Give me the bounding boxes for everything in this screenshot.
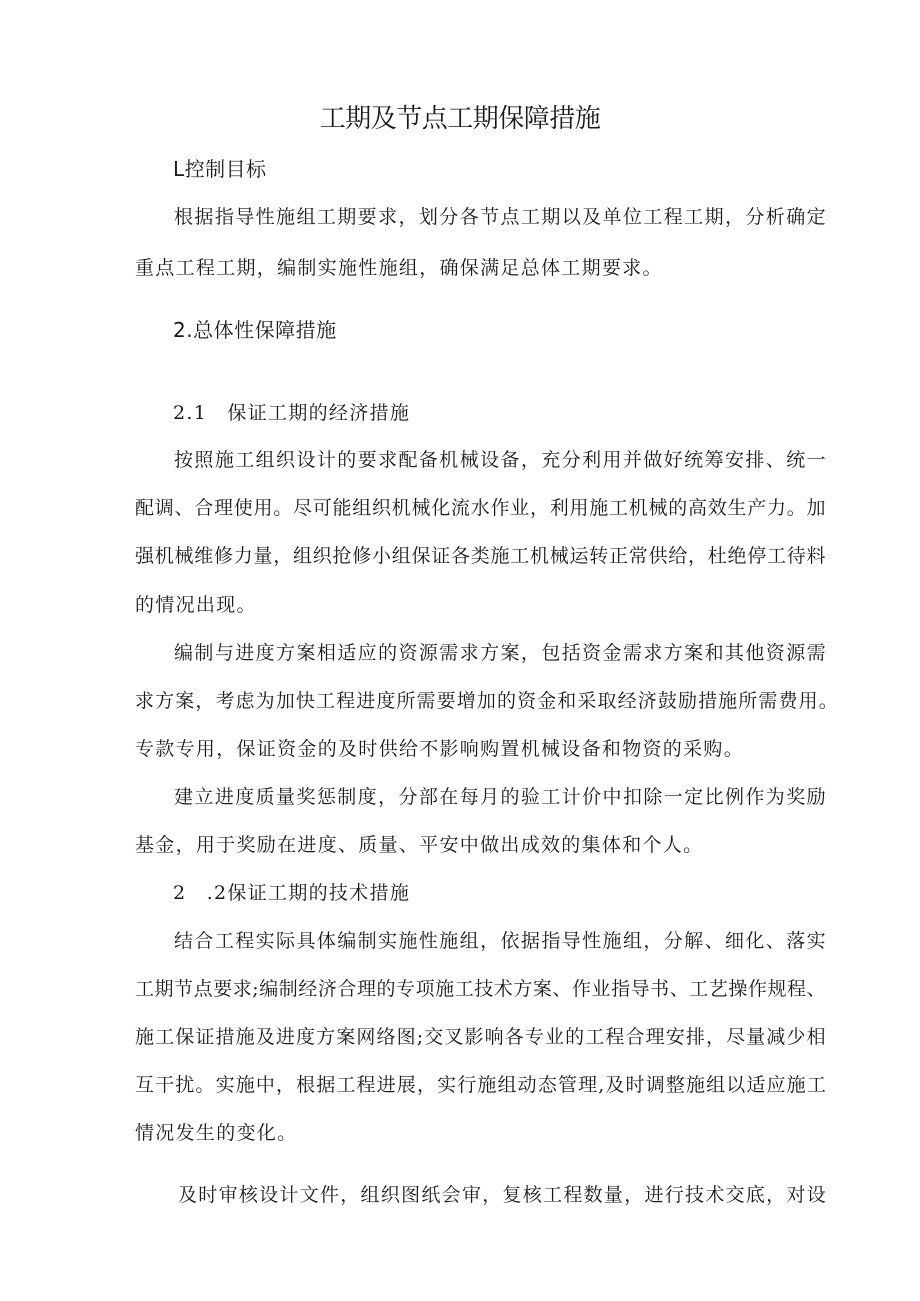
section-2-heading: 2.总体性保障措施 (173, 318, 337, 342)
paragraph-line: 建 立 进 度 质 量 奖 惩 制 度 ， 分 部 在 每 月 的 验 工 计 价 中 扣 除 一 定 比 例 作 为 奖 励 (174, 786, 826, 808)
paragraph-line: 根 据 指 导 性 施 组 工 期 要 求 ， 划 分 各 节 点 工 期 以 及 单 位 工 程 工 期 ， 分 析 确 定 (174, 206, 826, 228)
paragraph-line: 专款专用，保证资金的及时供给不影响购置机械设备和物资的采购。 (135, 738, 745, 760)
paragraph-line: 及 时 审 核 设 计 文 件 ， 组 织 图 纸 会 审 ， 复 核 工 程 数 量 ， 进 行 技 术 交 底 ， 对 设 (178, 1184, 826, 1206)
paragraph-line: 配 调 、 合 理 使 用 。 尽 可 能 组 织 机 械 化 流 水 作 业 ， 利 用 施 工 机 械 的 高 效 生 产 力 。 加 (135, 497, 826, 519)
paragraph-line: 情况发生的变化。 (135, 1122, 298, 1144)
section-2-2-heading: 2 .2保证工期的技术措施 (173, 882, 411, 904)
paragraph-line: 强 机 械 维 修 力 量 ， 组 织 抢 修 小 组 保 证 各 类 施 工 机 械 运 转 正 常 供 给 ， 杜 绝 停 工 待 料 (135, 545, 826, 567)
paragraph-line: 基金，用于奖励在进度、质量、平安中做出成效的集体和个人。 (135, 834, 704, 856)
section-2-1-heading: 2.1 保证工期的经济措施 (173, 402, 411, 424)
paragraph-line: 的情况出现。 (135, 594, 257, 616)
paragraph-line: 求 方 案 ， 考 虑 为 加 快 工 程 进 度 所 需 要 增 加 的 资 金 和 采 取 经 济 鼓 励 措 施 所 需 费 用 。 (135, 690, 838, 712)
paragraph-line: 互 干 扰 。 实 施 中 ， 根 据 工 程 进 展 ， 实 行 施 组 动 态 管 理 , 及 时 调 整 施 组 以 适 应 施 工 (135, 1074, 826, 1096)
paragraph-line: 重点工程工期，编制实施性施组，确保满足总体工期要求。 (135, 257, 663, 279)
paragraph-line: 工 期 节 点 要 求 ; 编 制 经 济 合 理 的 专 项 施 工 技 术 方 案 、 作 业 指 导 书 、 工 艺 操 作 规 程 、 (135, 978, 826, 1000)
paragraph-line: 编 制 与 进 度 方 案 相 适 应 的 资 源 需 求 方 案 ， 包 括 资 金 需 求 方 案 和 其 他 资 源 需 (174, 642, 826, 664)
paragraph-line: 按 照 施 工 组 织 设 计 的 要 求 配 备 机 械 设 备 ， 充 分 利 用 并 做 好 统 筹 安 排 、 统 一 (174, 449, 826, 471)
document-title: 工期及节点工期保障措施 (319, 104, 601, 134)
paragraph-line: 结 合 工 程 实 际 具 体 编 制 实 施 性 施 组 ， 依 据 指 导 性 施 组 ， 分 解 、 细 化 、 落 实 (174, 930, 826, 952)
section-1-heading: L控制目标 (173, 157, 267, 181)
paragraph-line: 施 工 保 证 措 施 及 进 度 方 案 网 络 图 ; 交 叉 影 响 各 专 业 的 工 程 合 理 安 排 ， 尽 量 减 少 相 (135, 1026, 826, 1048)
